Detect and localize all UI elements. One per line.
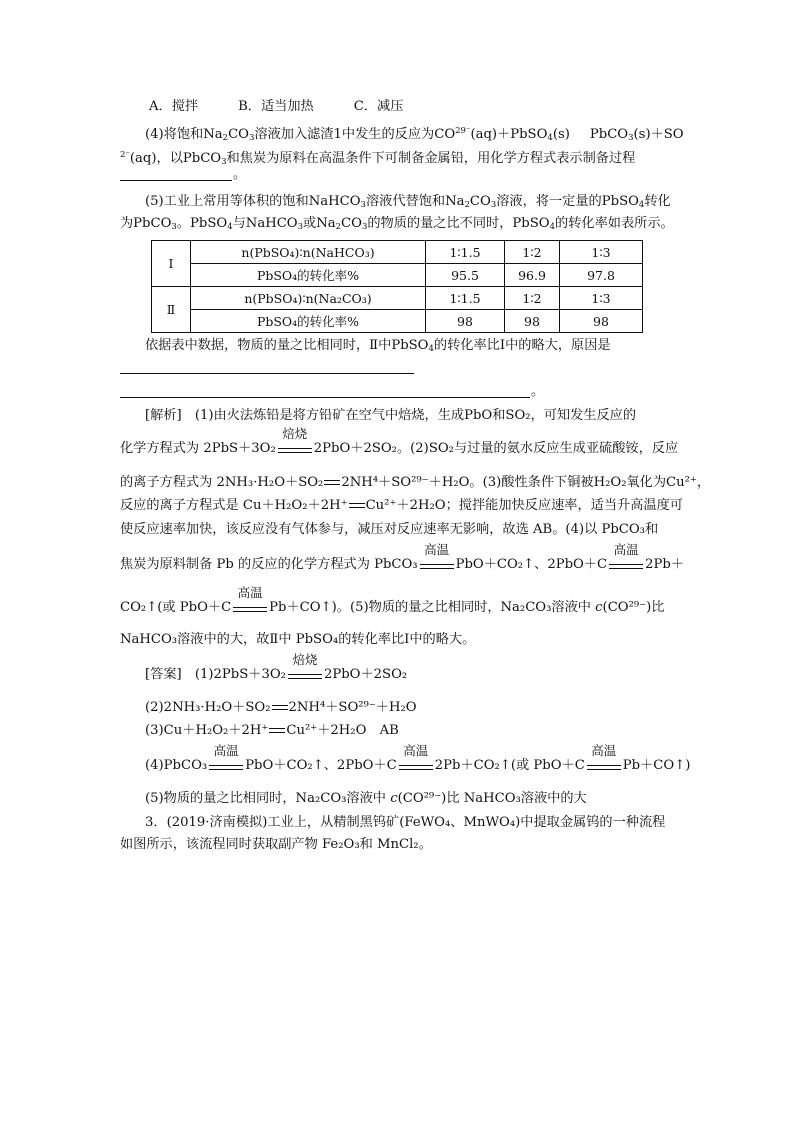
ratio-label-2: n(PbSO₄)∶n(Na₂CO₃) xyxy=(191,287,426,310)
answer-line-5: (5)物质的量之比相同时，Na₂CO₃溶液中 c(CO²⁹⁻)比 NaHCO₃溶液中的大 xyxy=(145,791,587,806)
ratio-cell: 1∶2 xyxy=(505,287,560,310)
rate-cell: 97.8 xyxy=(560,264,643,287)
reaction-condition-arrow: 焙烧 xyxy=(278,440,312,458)
option-b: B．适当加热 xyxy=(238,99,314,114)
analysis-line-7: CO₂↑(或 PbO＋C 高温 Pb＋CO↑)。(5)物质的量之比相同时，Na₂CO₃溶液中 c(CO²⁹⁻)比 xyxy=(120,585,665,615)
option-c: C．减压 xyxy=(353,99,404,114)
rate-label-1: PbSO₄的转化率% xyxy=(191,264,426,287)
q4-line-1: (4)将饱和$Na_2CO_3$溶液加入滤渣1中发生的反应为$CO^{29^-}(aq)+PbSO_4(s)$ PbCO$_3$(s)＋SO xyxy=(145,126,684,143)
ratio-label-1: n(PbSO₄)∶n(NaHCO₃) xyxy=(191,241,426,264)
table-row xyxy=(152,310,643,333)
reaction-condition-arrow: 高温 xyxy=(609,556,643,574)
table-row xyxy=(152,241,643,264)
answer-line-1: [答案] (1)2PbS＋3O₂ 焙烧 2PbO＋2SO₂ xyxy=(145,652,408,682)
rate-label-2: PbSO₄的转化率% xyxy=(191,310,426,333)
rate-cell: 96.9 xyxy=(505,264,560,287)
ratio-cell: 1∶1.5 xyxy=(426,287,505,310)
analysis-line-6: 焦炭为原料制备 Pb 的反应的化学方程式为 PbCO₃ 高温 PbO＋CO₂↑、2PbO＋C 高温 2Pb＋ xyxy=(120,542,685,572)
analysis-line-2: 化学方程式为 2PbS＋3O₂ 焙烧 2PbO＋2SO₂。(2)SO₂与过量的氨水反应生成亚硫酸铵，反应 xyxy=(120,426,679,456)
rate-cell: 98 xyxy=(426,310,505,333)
answer-line-4: (4)PbCO₃ 高温 PbO＋CO₂↑、2PbO＋C 高温 2Pb＋CO₂↑(或 PbO＋C 高温 Pb＋CO↑) xyxy=(145,743,691,773)
q4-line-3-end: 。 xyxy=(233,167,247,182)
q3-line-2: 如图所示，该流程同时获取副产物 Fe₂O₃和 MnCl₂。 xyxy=(120,837,432,852)
rate-cell: 98 xyxy=(560,310,643,333)
reaction-condition-arrow: 焙烧 xyxy=(288,666,322,684)
rate-cell: 95.5 xyxy=(426,264,505,287)
q5-end: 。 xyxy=(531,384,545,399)
analysis-line-1: [解析] (1)由火法炼铅是将方铅矿在空气中焙烧，生成PbO和SO₂，可知发生反应的 xyxy=(145,408,637,423)
answer-blank-q4[interactable] xyxy=(120,180,232,181)
analysis-line-4: 反应的离子方程式是 Cu＋H₂O₂＋2H⁺ Cu²⁺＋2H₂O；搅拌能加快反应速率，适当升高温度可 xyxy=(120,498,683,513)
answer-blank-q5b[interactable] xyxy=(120,397,530,398)
option-a: A．搅拌 xyxy=(149,99,199,114)
table-row xyxy=(152,264,643,287)
options-line xyxy=(149,98,403,116)
conversion-rate-table xyxy=(151,240,643,333)
group-label-1: Ⅰ xyxy=(152,241,191,287)
analysis-line-5: 使反应速率加快，该反应没有气体参与，减压对反应速率无影响，故选 AB。(4)以 PbCO₃和 xyxy=(120,522,659,537)
reaction-condition-arrow: 高温 xyxy=(233,599,267,617)
analysis-line-3: 的离子方程式为 2NH₃·H₂O＋SO₂ 2NH⁴＋SO²⁹⁻＋H₂O。(3)酸性条件下铜被H₂O₂氧化为Cu²⁺， xyxy=(120,475,711,490)
q4-line-2: $^{2^-}$(aq)，以PbCO$_3$和焦炭为原料在高温条件下可制备金属铅，用化学方程式表示制备过程 xyxy=(120,150,636,167)
rate-cell: 98 xyxy=(505,310,560,333)
group-label-2: Ⅱ xyxy=(152,287,191,333)
reaction-condition-arrow: 高温 xyxy=(420,556,454,574)
table-row xyxy=(152,287,643,310)
q3-line-1: 3．(2019·济南模拟)工业上，从精制黑钨矿(FeWO₄、MnWO₄)中提取金属钨的一种流程 xyxy=(145,815,666,830)
answer-line-3: (3)Cu＋H₂O₂＋2H⁺ Cu²⁺＋2H₂O AB xyxy=(145,723,399,738)
answer-line-2: (2)2NH₃·H₂O＋SO₂ 2NH⁴＋SO²⁹⁻＋H₂O xyxy=(145,700,417,715)
q5-line-2: 为PbCO$_3$。PbSO$_4$与NaHCO$_3$或$Na_2CO_3$的物质的量之比不同时，PbSO$_4$的转化率如表所示。 xyxy=(120,216,674,232)
ratio-cell: 1∶3 xyxy=(560,287,643,310)
reaction-condition-arrow: 高温 xyxy=(399,757,433,775)
analysis-line-8: NaHCO₃溶液中的大，故Ⅱ中 PbSO₄的转化率比Ⅰ中的略大。 xyxy=(120,632,476,647)
answer-blank-q5a[interactable] xyxy=(120,373,414,374)
q5-line-1: (5)工业上常用等体积的饱和NaHCO$_3$溶液代替饱和$Na_2CO_3$溶液，将一定量的PbSO$_4$转化 xyxy=(145,194,671,210)
ratio-cell: 1∶3 xyxy=(560,241,643,264)
ratio-cell: 1∶2 xyxy=(505,241,560,264)
q5-followup: 依据表中数据，物质的量之比相同时，Ⅱ中PbSO$_4$的转化率比Ⅰ中的略大，原因是 xyxy=(145,338,611,354)
reaction-condition-arrow: 高温 xyxy=(209,757,243,775)
ratio-cell: 1∶1.5 xyxy=(426,241,505,264)
reaction-condition-arrow: 高温 xyxy=(587,757,621,775)
